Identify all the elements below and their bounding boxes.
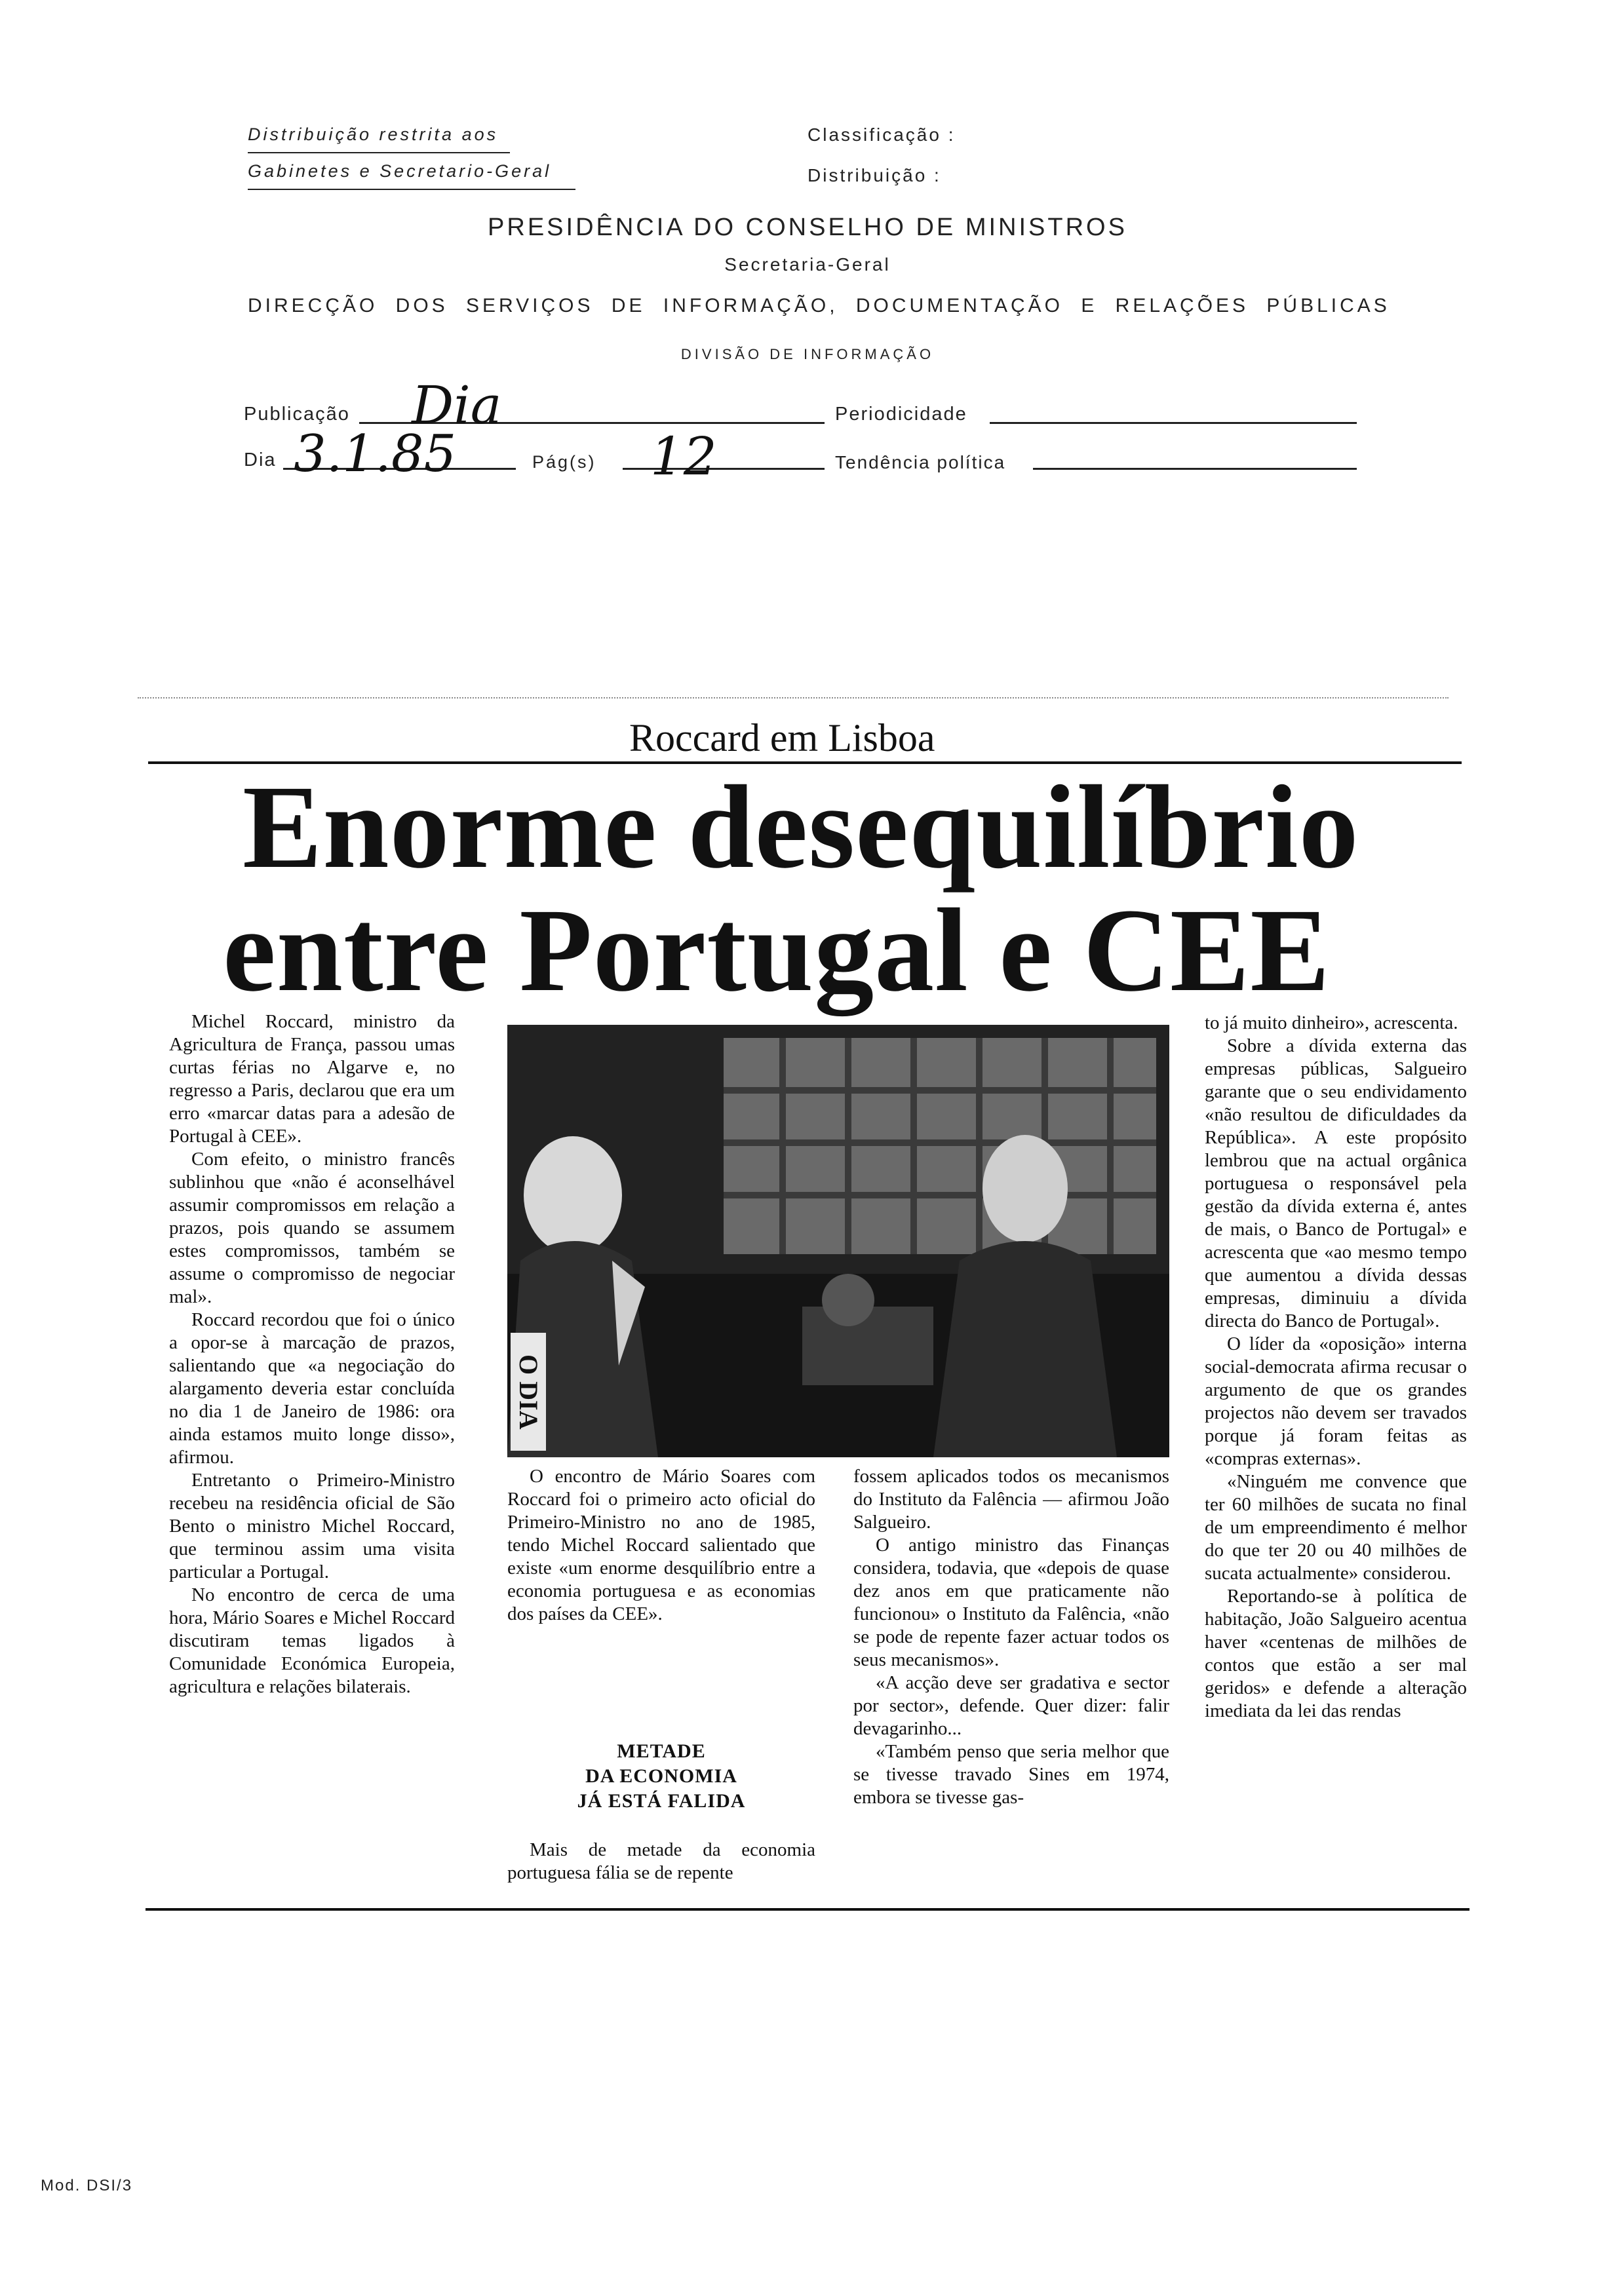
paragraph: Sobre a dívida externa das empresas públicas, Salgueiro garante que o seu endividamento «não resultou de dificuldades da República». A este propósito lembrou que na actual orgânica portuguesa o responsável pela gestão da dívida externa é, antes de mais, o Banco de Portugal» e acrescenta que «ao mesmo tempo que aumentou a dívida dessas empresas, diminuiu a dívida directa do Banco de Portugal». <box>1205 1035 1467 1331</box>
paragraph: Michel Roccard, ministro da Agricultura de França, passou umas curtas férias no Algarve e, no regresso a Paris, declarou que era um erro «marcar datas para a adesão de Portugal à CEE». <box>169 1011 455 1147</box>
article-column-2-continued <box>507 1839 815 1885</box>
paragraph: «Ninguém me convence que ter 60 milhões de sucata no final de um empreendimento é melhor do que ter 20 ou 40 milhões de sucata actualmente» considerou. <box>1205 1471 1467 1584</box>
publicacao-handwritten: Dia <box>412 375 502 436</box>
organization-title: PRESIDÊNCIA DO CONSELHO DE MINISTROS <box>488 214 1127 241</box>
paragraph: O líder da «oposição» interna social-democrata afirma recusar o argumento de que os grandes projectos não devem ser travados porque já foram feitas as «compras externas». <box>1205 1333 1467 1469</box>
periodicidade-line <box>990 422 1357 424</box>
tendencia-label: Tendência política <box>835 452 1006 472</box>
photo-soares-roccard <box>507 1025 1169 1457</box>
article-column-4 <box>1205 1012 1467 1723</box>
paragraph: fossem aplicados todos os mecanismos do Instituto da Falência — afirmou João Salgueiro. <box>853 1466 1169 1533</box>
dia-label: Dia <box>244 450 277 470</box>
paragraph: O encontro de Mário Soares com Roccard foi o primeiro acto oficial do Primeiro-Ministro no ano de 1985, tendo Michel Roccard salientado que existe «um enorme desquilíbrio entre a economia portuguesa e as economias dos países da CEE». <box>507 1466 815 1624</box>
publicacao-label: Publicação <box>244 404 350 425</box>
tendencia-line <box>1033 468 1357 470</box>
dia-handwritten: 3.1.85 <box>294 425 457 484</box>
paragraph: No encontro de cerca de uma hora, Mário Soares e Michel Roccard discutiram temas ligados à Comunidade Económica Europeia, agricultura e relações bilaterais. <box>169 1584 455 1697</box>
divider <box>248 152 510 153</box>
divisao-label: DIVISÃO DE INFORMAÇÃO <box>680 346 935 362</box>
paragraph: Mais de metade da economia portuguesa fália se de repente <box>507 1839 815 1883</box>
paragraph: Entretanto o Primeiro-Ministro recebeu na residência oficial de São Bento o ministro Michel Roccard, que terminou assim uma visita particular a Portugal. <box>169 1470 455 1582</box>
paragraph: Com efeito, o ministro francês sublinhou que «não é aconselhável assumir compromissos em relação a prazos, pois quando se assumem estes compromissos, também se assume o compromisso de negociar mal». <box>169 1149 455 1307</box>
paragraph: O antigo ministro das Finanças considera, todavia, que «depois de quase dez anos em que praticamente não funcionou» o Instituto da Falência, «não se pode de repente fazer actuar todos os seus mecanismos». <box>853 1535 1169 1670</box>
headline-line-1: Enorme desequilíbrio <box>243 761 1359 893</box>
periodicidade-label: Periodicidade <box>835 404 967 425</box>
paragraph: Reportando-se à política de habitação, João Salgueiro acentua haver «centenas de milhões de contos que estão a ser mal geridos» e defende a alteração imediata da lei das rendas <box>1205 1586 1467 1721</box>
classificacao-label: Classificação : <box>808 124 956 145</box>
article-column-2 <box>507 1465 815 1626</box>
pags-handwritten: 12 <box>650 426 717 487</box>
divider <box>248 189 575 190</box>
article-column-1 <box>169 1010 455 1698</box>
photo-label: O DIA <box>511 1333 546 1451</box>
distribuicao-label: Distribuição : <box>808 165 941 185</box>
paragraph: «A acção deve ser gradativa e sector por sector», defende. Quer dizer: falir devagarinho... <box>853 1672 1169 1739</box>
headline-line-2: entre Portugal e CEE <box>223 885 1331 1016</box>
paragraph: to já muito dinheiro», acrescenta. <box>1205 1012 1458 1033</box>
direccao-line: DIRECÇÃO DOS SERVIÇOS DE INFORMAÇÃO, DOCUMENTAÇÃO E RELAÇÕES PÚBLICAS <box>248 295 1390 316</box>
clipping-edge <box>138 697 1449 698</box>
article-kicker: Roccard em Lisboa <box>629 716 935 759</box>
photo-illustration <box>507 1025 1169 1457</box>
form-model-code: Mod. DSI/3 <box>41 2177 133 2194</box>
article-bottom-rule <box>146 1908 1469 1911</box>
paragraph: «Também penso que seria melhor que se tivesse travado Sines em 1974, embora se tivesse gas- <box>853 1741 1169 1808</box>
paragraph: Roccard recordou que foi o único a opor-se à marcação de prazos, salientando que «a negociação do alargamento deveria estar concluída no dia 1 de Janeiro de 1986: ora ainda estamos muito longe disso», afirmou. <box>169 1309 455 1468</box>
article-column-3 <box>853 1465 1169 1809</box>
pags-label: Pág(s) <box>532 452 596 472</box>
secretaria-label: Secretaria-Geral <box>724 254 891 275</box>
distribution-line-1: Distribuição restrita aos <box>248 124 499 144</box>
article-subheading: METADE DA ECONOMIA JÁ ESTÁ FALIDA <box>577 1740 746 1812</box>
distribution-line-2: Gabinetes e Secretario-Geral <box>248 161 552 181</box>
